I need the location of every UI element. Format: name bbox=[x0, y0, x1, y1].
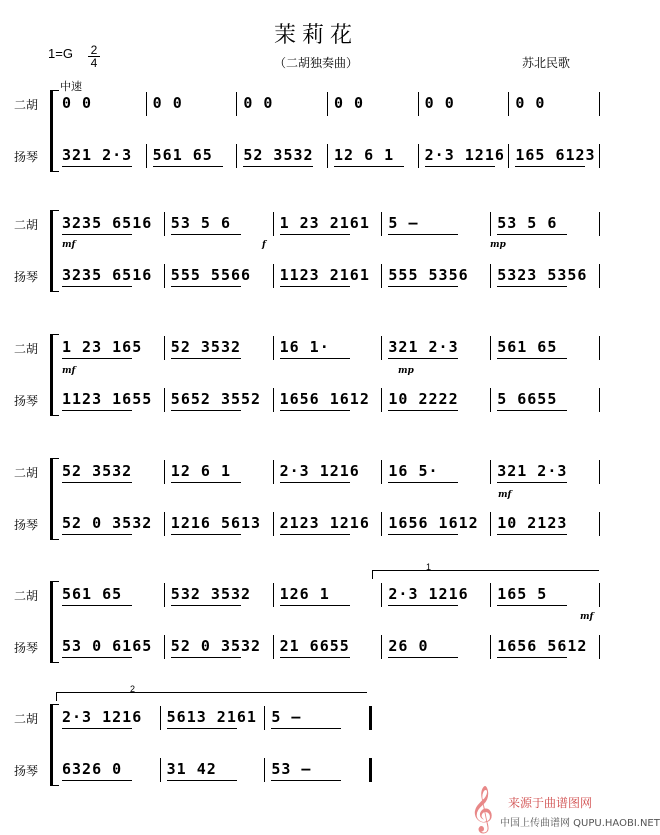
barline bbox=[236, 92, 237, 116]
measure-erhu: 0 0 bbox=[334, 94, 365, 112]
barline bbox=[273, 264, 274, 288]
measure-yangqin: 53 – bbox=[271, 760, 312, 778]
barline bbox=[599, 144, 600, 168]
beam-line bbox=[388, 534, 458, 535]
barline bbox=[381, 583, 382, 607]
beam-line bbox=[171, 657, 241, 658]
measure-erhu: 321 2·3 bbox=[388, 338, 459, 356]
measure-yangqin: 12 6 1 bbox=[334, 146, 395, 164]
measure-yangqin: 21 6655 bbox=[279, 637, 350, 655]
measure-erhu: 16 5· bbox=[388, 462, 439, 480]
beam-line bbox=[62, 358, 132, 359]
key-signature: 1=G bbox=[48, 46, 73, 61]
page-title: 茉莉花 bbox=[273, 23, 358, 48]
beam-line bbox=[62, 657, 132, 658]
measure-erhu: 561 65 bbox=[62, 585, 123, 603]
instrument-label-erhu: 二胡 bbox=[14, 218, 39, 232]
beam-line bbox=[280, 605, 350, 606]
measure-yangqin: 52 0 3532 bbox=[170, 637, 262, 655]
barline bbox=[599, 336, 600, 360]
beam-line bbox=[280, 234, 350, 235]
barline bbox=[599, 512, 600, 536]
measure-yangqin: 3235 6516 bbox=[62, 266, 153, 284]
barline bbox=[599, 460, 600, 484]
measure-erhu: 53 5 6 bbox=[170, 214, 231, 232]
barline bbox=[418, 92, 419, 116]
meter-denominator: 4 bbox=[88, 56, 100, 69]
beam-line bbox=[280, 657, 350, 658]
barline bbox=[160, 758, 161, 782]
barline bbox=[164, 635, 165, 659]
measure-yangqin: 31 42 bbox=[166, 760, 217, 778]
dynamic-marking: f bbox=[262, 240, 266, 250]
measure-yangqin: 2123 1216 bbox=[279, 514, 370, 532]
beam-line bbox=[280, 286, 350, 287]
barline bbox=[327, 144, 328, 168]
measure-yangqin: 52 0 3532 bbox=[62, 514, 153, 532]
barline bbox=[164, 212, 165, 236]
barline bbox=[381, 264, 382, 288]
beam-line bbox=[243, 166, 313, 167]
beam-line bbox=[388, 657, 458, 658]
beam-line bbox=[62, 286, 132, 287]
beam-line bbox=[497, 234, 567, 235]
instrument-label-erhu: 二胡 bbox=[14, 466, 39, 480]
measure-erhu: 2·3 1216 bbox=[279, 462, 360, 480]
measure-erhu: 321 2·3 bbox=[497, 462, 568, 480]
measure-erhu: 126 1 bbox=[279, 585, 330, 603]
beam-line bbox=[62, 234, 132, 235]
beam-line bbox=[497, 657, 567, 658]
barline bbox=[490, 336, 491, 360]
beam-line bbox=[497, 286, 567, 287]
beam-line bbox=[271, 728, 341, 729]
volta-bracket-2 bbox=[56, 692, 367, 701]
measure-yangqin: 561 65 bbox=[152, 146, 213, 164]
measure-erhu: 5 – bbox=[388, 214, 419, 232]
instrument-label-yangqin: 扬琴 bbox=[14, 518, 39, 532]
beam-line bbox=[497, 534, 567, 535]
measure-erhu: 52 3532 bbox=[170, 338, 242, 356]
measure-yangqin: 10 2123 bbox=[497, 514, 568, 532]
system-bracket bbox=[50, 210, 59, 292]
measure-yangqin: 5 6655 bbox=[497, 390, 558, 408]
measure-erhu: 53 5 6 bbox=[497, 214, 558, 232]
instrument-label-erhu: 二胡 bbox=[14, 712, 39, 726]
measure-yangqin: 1123 2161 bbox=[279, 266, 370, 284]
measure-erhu: 5613 2161 bbox=[166, 708, 257, 726]
barline bbox=[164, 336, 165, 360]
beam-line bbox=[62, 410, 132, 411]
barline bbox=[381, 336, 382, 360]
barline bbox=[381, 512, 382, 536]
barline bbox=[490, 635, 491, 659]
barline bbox=[599, 264, 600, 288]
system-bracket bbox=[50, 458, 59, 540]
barline bbox=[490, 388, 491, 412]
barline bbox=[164, 512, 165, 536]
measure-erhu: 12 6 1 bbox=[170, 462, 231, 480]
instrument-label-yangqin: 扬琴 bbox=[14, 764, 39, 778]
measure-yangqin: 555 5356 bbox=[388, 266, 469, 284]
beam-line bbox=[171, 482, 241, 483]
dynamic-marking: mf bbox=[498, 490, 512, 500]
barline bbox=[508, 144, 509, 168]
measure-erhu: 0 0 bbox=[515, 94, 546, 112]
barline bbox=[264, 758, 265, 782]
measure-yangqin: 2·3 1216 bbox=[424, 146, 505, 164]
beam-line bbox=[153, 166, 223, 167]
composer: 苏北民歌 bbox=[522, 56, 571, 70]
barline bbox=[381, 635, 382, 659]
barline bbox=[490, 460, 491, 484]
measure-erhu: 0 0 bbox=[243, 94, 274, 112]
beam-line bbox=[280, 482, 350, 483]
instrument-label-erhu: 二胡 bbox=[14, 342, 39, 356]
measure-yangqin: 321 2·3 bbox=[62, 146, 133, 164]
time-signature bbox=[88, 44, 100, 69]
dynamic-marking: mp bbox=[398, 366, 414, 376]
measure-erhu: 165 5 bbox=[497, 585, 548, 603]
barline bbox=[508, 92, 509, 116]
beam-line bbox=[171, 358, 241, 359]
beam-line bbox=[271, 780, 341, 781]
barline bbox=[599, 635, 600, 659]
barline bbox=[381, 388, 382, 412]
barline bbox=[381, 460, 382, 484]
beam-line bbox=[388, 605, 458, 606]
volta-label-2: 2 bbox=[130, 684, 136, 694]
barline bbox=[369, 758, 372, 782]
measure-erhu: 5 – bbox=[271, 708, 302, 726]
measure-erhu: 2·3 1216 bbox=[388, 585, 469, 603]
system-bracket bbox=[50, 581, 59, 663]
watermark-line-2: 中国上传曲谱网 QUPU.HAOBI.NET bbox=[500, 818, 660, 829]
beam-line bbox=[425, 166, 495, 167]
beam-line bbox=[280, 534, 350, 535]
barline bbox=[599, 92, 600, 116]
barline bbox=[236, 144, 237, 168]
barline bbox=[164, 583, 165, 607]
beam-line bbox=[515, 166, 585, 167]
system-bracket bbox=[50, 334, 59, 416]
barline bbox=[490, 583, 491, 607]
volta-label-1: 1 bbox=[426, 562, 432, 572]
barline bbox=[273, 212, 274, 236]
dynamic-marking: mf bbox=[62, 240, 76, 250]
instrument-label-yangqin: 扬琴 bbox=[14, 641, 39, 655]
watermark-line-1: 来源于曲谱图网 bbox=[508, 796, 593, 810]
barline bbox=[418, 144, 419, 168]
measure-erhu: 0 0 bbox=[62, 94, 93, 112]
beam-line bbox=[171, 410, 241, 411]
measure-yangqin: 6326 0 bbox=[62, 760, 123, 778]
instrument-label-erhu: 二胡 bbox=[14, 589, 39, 603]
beam-line bbox=[167, 780, 237, 781]
measure-yangqin: 1216 5613 bbox=[170, 514, 262, 532]
barline bbox=[160, 706, 161, 730]
measure-yangqin: 5323 5356 bbox=[497, 266, 588, 284]
volta-bracket-1 bbox=[372, 570, 599, 579]
barline bbox=[490, 264, 491, 288]
measure-erhu: 16 1· bbox=[279, 338, 330, 356]
barline bbox=[164, 264, 165, 288]
barline bbox=[490, 512, 491, 536]
dynamic-marking: mf bbox=[62, 366, 76, 376]
measure-erhu: 2·3 1216 bbox=[62, 708, 143, 726]
beam-line bbox=[388, 482, 458, 483]
barline bbox=[146, 92, 147, 116]
barline bbox=[273, 336, 274, 360]
barline bbox=[264, 706, 265, 730]
tempo-marking: 中速 bbox=[60, 80, 82, 93]
measure-yangqin: 555 5566 bbox=[170, 266, 252, 284]
barline bbox=[599, 583, 600, 607]
barline bbox=[599, 388, 600, 412]
measure-erhu: 0 0 bbox=[152, 94, 183, 112]
barline bbox=[273, 388, 274, 412]
beam-line bbox=[388, 358, 458, 359]
instrument-label-yangqin: 扬琴 bbox=[14, 270, 39, 284]
barline bbox=[273, 583, 274, 607]
measure-erhu: 532 3532 bbox=[170, 585, 252, 603]
measure-yangqin: 5652 3552 bbox=[170, 390, 262, 408]
beam-line bbox=[497, 358, 567, 359]
beam-line bbox=[280, 410, 350, 411]
beam-line bbox=[62, 534, 132, 535]
measure-yangqin: 52 3532 bbox=[243, 146, 314, 164]
beam-line bbox=[62, 482, 132, 483]
beam-line bbox=[388, 286, 458, 287]
barline bbox=[146, 144, 147, 168]
dynamic-marking: mp bbox=[490, 240, 506, 250]
beam-line bbox=[280, 358, 350, 359]
beam-line bbox=[497, 482, 567, 483]
meter-numerator: 2 bbox=[90, 43, 98, 57]
measure-erhu: 3235 6516 bbox=[62, 214, 153, 232]
measure-erhu: 1 23 165 bbox=[62, 338, 143, 356]
barline bbox=[599, 212, 600, 236]
beam-line bbox=[497, 410, 567, 411]
barline bbox=[273, 512, 274, 536]
measure-erhu: 0 0 bbox=[424, 94, 455, 112]
beam-line bbox=[62, 166, 132, 167]
measure-erhu: 561 65 bbox=[497, 338, 558, 356]
measure-yangqin: 1656 1612 bbox=[388, 514, 479, 532]
measure-yangqin: 1656 1612 bbox=[279, 390, 370, 408]
barline bbox=[381, 212, 382, 236]
barline bbox=[273, 635, 274, 659]
system-bracket bbox=[50, 704, 59, 786]
subtitle: （二胡独奏曲） bbox=[273, 56, 358, 70]
measure-yangqin: 1123 1655 bbox=[62, 390, 153, 408]
beam-line bbox=[171, 234, 241, 235]
beam-line bbox=[497, 605, 567, 606]
measure-yangqin: 53 0 6165 bbox=[62, 637, 153, 655]
instrument-label-erhu: 二胡 bbox=[14, 98, 39, 112]
beam-line bbox=[388, 410, 458, 411]
treble-clef-icon: 𝄞 bbox=[470, 786, 494, 832]
measure-yangqin: 1656 5612 bbox=[497, 637, 588, 655]
measure-erhu: 52 3532 bbox=[62, 462, 133, 480]
beam-line bbox=[171, 605, 241, 606]
dynamic-marking: mf bbox=[580, 612, 594, 622]
barline bbox=[490, 212, 491, 236]
beam-line bbox=[62, 605, 132, 606]
barline bbox=[164, 460, 165, 484]
barline bbox=[369, 706, 372, 730]
measure-yangqin: 26 0 bbox=[388, 637, 429, 655]
barline bbox=[327, 92, 328, 116]
measure-yangqin: 165 6123 bbox=[515, 146, 596, 164]
measure-yangqin: 10 2222 bbox=[388, 390, 459, 408]
system-bracket bbox=[50, 90, 59, 172]
beam-line bbox=[167, 728, 237, 729]
barline bbox=[164, 388, 165, 412]
barline bbox=[273, 460, 274, 484]
instrument-label-yangqin: 扬琴 bbox=[14, 150, 39, 164]
beam-line bbox=[388, 234, 458, 235]
beam-line bbox=[334, 166, 404, 167]
beam-line bbox=[62, 780, 132, 781]
beam-line bbox=[62, 728, 132, 729]
instrument-label-yangqin: 扬琴 bbox=[14, 394, 39, 408]
measure-erhu: 1 23 2161 bbox=[279, 214, 370, 232]
beam-line bbox=[171, 534, 241, 535]
beam-line bbox=[171, 286, 241, 287]
